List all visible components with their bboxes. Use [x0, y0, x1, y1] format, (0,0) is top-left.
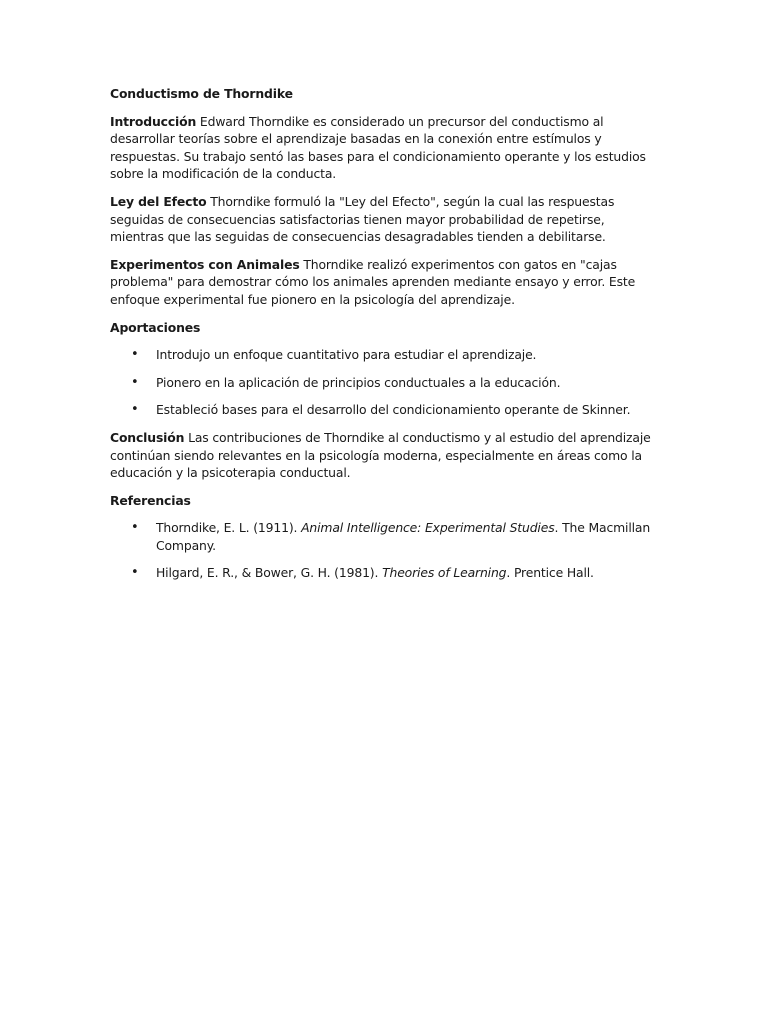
list-item	[110, 374, 658, 392]
section-ley-del-efecto	[110, 193, 658, 246]
bullet-icon: •	[131, 402, 139, 418]
section-label: Ley del Efecto	[110, 193, 207, 209]
list-item-text: Pionero en la aplicación de principios conductuales a la educación.	[156, 374, 561, 390]
referencias-list	[110, 519, 658, 582]
reference-title: Animal Intelligence: Experimental Studies	[301, 520, 555, 536]
section-experimentos	[110, 256, 658, 309]
document-title: Conductismo de Thorndike	[110, 86, 293, 101]
section-conclusion	[110, 429, 658, 482]
list-item	[110, 401, 658, 419]
reference-publisher: . The Macmillan Company.	[156, 520, 651, 553]
referencias-heading: Referencias	[110, 492, 191, 508]
reference-title: Theories of Learning	[382, 565, 507, 581]
section-text: Thorndike realizó experimentos con gatos en "cajas problema" para demostrar cómo los animales aprenden mediante ensayo y error. Este enfoque experimental fue pionero en la psicología del aprendizaje.	[110, 256, 636, 307]
list-item-text: Introdujo un enfoque cuantitativo para estudiar el aprendizaje.	[156, 347, 537, 363]
aportaciones-heading: Aportaciones	[110, 319, 201, 335]
section-label: Introducción	[110, 113, 197, 129]
bullet-icon: •	[131, 520, 139, 536]
bullet-icon: •	[131, 565, 139, 581]
list-item-text: Estableció bases para el desarrollo del condicionamiento operante de Skinner.	[156, 402, 631, 418]
bullet-icon: •	[131, 374, 139, 390]
section-text: Edward Thorndike es considerado un precursor del conductismo al desarrollar teorías sobre el aprendizaje basadas en la conexión entre estímulos y respuestas. Su trabajo sentó las bases para el condicionamiento operante y los estudios sobre la modificación de la conducta.	[110, 113, 646, 182]
section-label: Experimentos con Animales	[110, 256, 300, 272]
reference-authors: Hilgard, E. R., & Bower, G. H. (1981).	[156, 565, 383, 581]
reference-authors: Thorndike, E. L. (1911).	[156, 520, 302, 536]
section-label: Conclusión	[110, 429, 185, 445]
aportaciones-list	[110, 346, 658, 419]
document-page	[110, 85, 658, 592]
bullet-icon: •	[131, 347, 139, 363]
section-text: Las contribuciones de Thorndike al conductismo y al estudio del aprendizaje continúan siendo relevantes en la psicología moderna, especialmente en áreas como la educación y la psicoterapia conductual.	[110, 429, 651, 481]
reference-item	[110, 519, 658, 554]
list-item	[110, 346, 658, 364]
reference-item	[110, 564, 658, 582]
reference-publisher: . Prentice Hall.	[506, 565, 594, 581]
section-text: Thorndike formuló la "Ley del Efecto", según la cual las respuestas seguidas de consecuencias satisfactorias tienen mayor probabilidad de repetirse, mientras que las seguidas de consecuencias desagradables tienden a debilitarse.	[110, 193, 615, 245]
section-introduccion	[110, 113, 658, 183]
